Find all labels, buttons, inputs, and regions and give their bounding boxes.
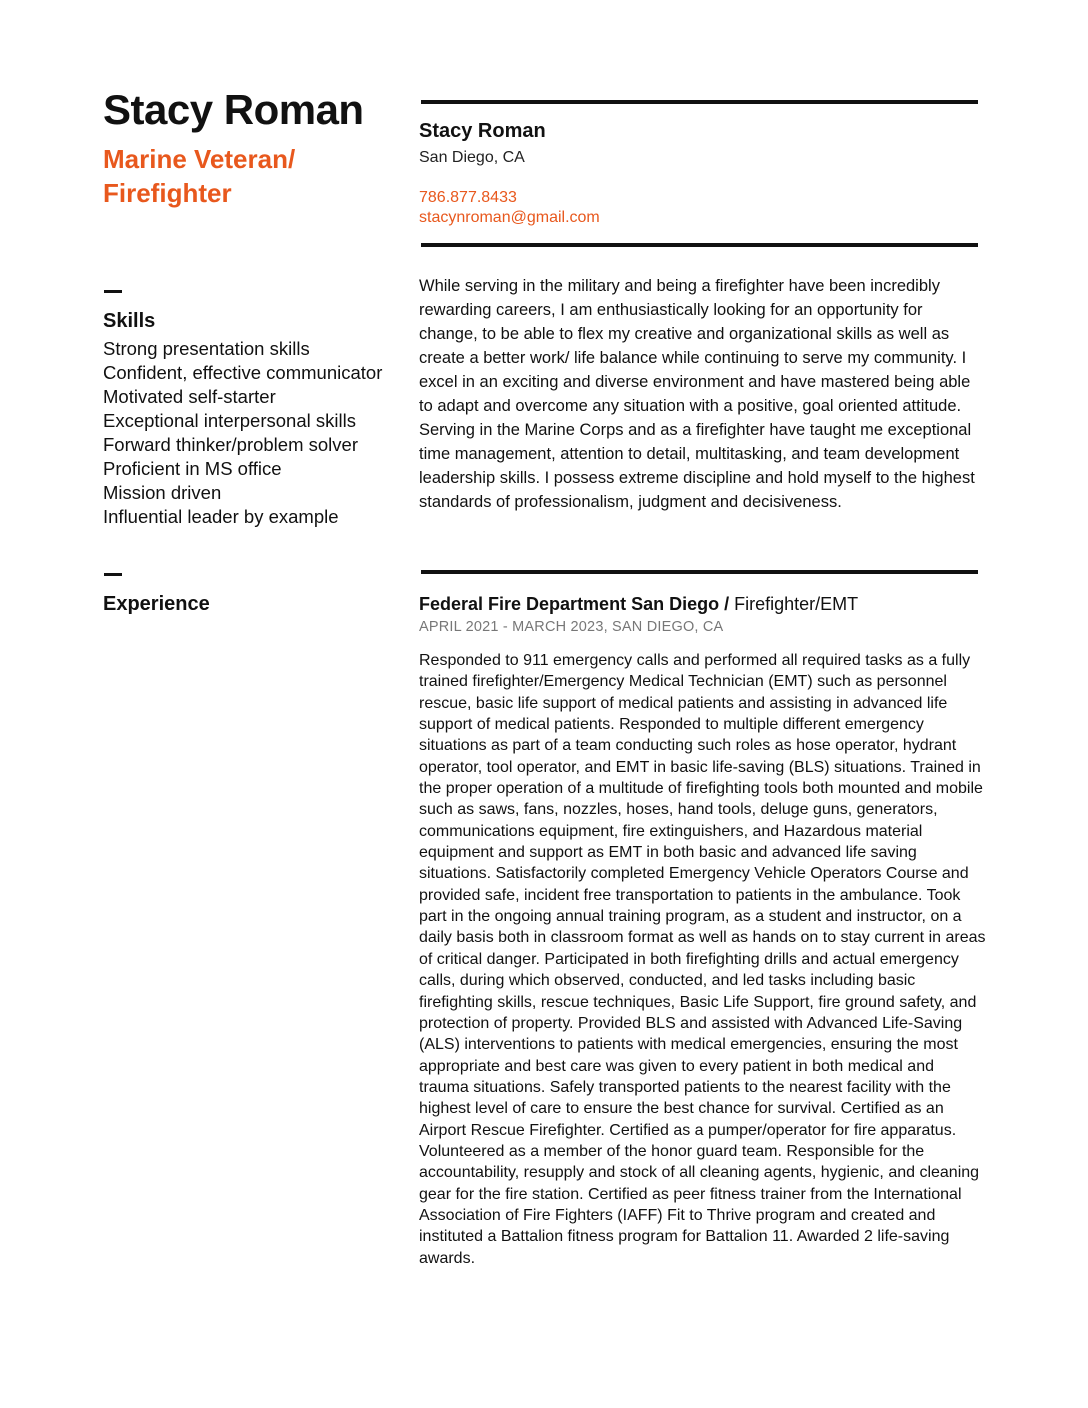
job-title: Firefighter/EMT: [734, 594, 859, 614]
skill-item: Confident, effective communicator: [103, 362, 383, 383]
skills-list: [103, 337, 382, 529]
contact-phone[interactable]: 786.877.8433: [419, 189, 517, 206]
job-organization: Federal Fire Department San Diego /: [419, 594, 730, 614]
skill-item: Forward thinker/problem solver: [103, 434, 358, 455]
skill-item: Mission driven: [103, 482, 222, 503]
contact-divider: [421, 243, 978, 247]
skills-dash: [104, 290, 122, 293]
summary-paragraph: While serving in the military and being a firefighter have been incredibly rewarding careers, I am enthusiastically looking for an opportunity for change, to be able to flex my creative and organizational skills as well as create a better work/ life balance while continuing to serve my community. I excel in an exciting and diverse environment and have mastered being able to adapt and overcome any situation with a positive, goal oriented attitude. Serving in the Marine Corps and as a firefighter have taught me exceptional time management, attention to detail, multitasking, and team development leadership skills. I possess extreme discipline and hold myself to the highest standards of professionalism, judgment and decisiveness.: [419, 277, 975, 511]
job-dates: APRIL 2021 - MARCH 2023, SAN DIEGO, CA: [419, 619, 724, 635]
job-description: Responded to 911 emergency calls and performed all required tasks as a fully trained firefighter/Emergency Medical Technician (EMT) such as personnel rescue, basic life support of medical patients and assisting in advanced life support of medical patients. Responded to multiple different emergency situations as part of a team conducting such roles as hose operator, hydrant operator, tool operator, and EMT in basic life-saving (BLS) situations. Trained in the proper operation of a multitude of firefighting tools both mounted and mobile such as saws, fans, nozzles, hoses, hand tools, deluge guns, generators, communications equipment, fire extinguishers, and Hazardous material equipment and support as EMT in both basic and advanced life saving situations. Satisfactorily completed Emergency Vehicle Operators Course and provided safe, incident free transportation to patients in the ambulance. Took part in the ongoing annual training program, as a student and instructor, on a daily basis both in classroom format as well as hands on to stay current in areas of critical danger. Participated in both firefighting drills and actual emergency calls, during which observed, conducted, and led tasks including basic firefighting skills, rescue techniques, Basic Life Support, fire ground safety, and protection of property. Provided BLS and assisted with Advanced Life-Saving (ALS) interventions to patients with medical emergencies, ensuring the most appropriate and best care was given to every patient in both medical and trauma situations. Safely transported patients to the nearest facility with the highest level of care to ensure the best chance for survival. Certified as an Airport Rescue Firefighter. Certified as a pumper/operator for fire apparatus. Volunteered as a member of the honor guard team. Responsible for the accountability, resupply and stock of all cleaning agents, hygienic, and cleaning gear for the fire station. Certified as peer fitness trainer from the International Association of Fire Fighters (IAFF) Fit to Thrive program and created and instituted a Battalion fitness program for Battalion 11. Awarded 2 life-saving awards.: [419, 652, 986, 1267]
skill-item: Strong presentation skills: [103, 338, 310, 359]
skill-item: Proficient in MS office: [103, 458, 282, 479]
contact-location: San Diego, CA: [419, 149, 525, 166]
experience-dash: [104, 573, 122, 576]
resume-name: Stacy Roman: [103, 86, 364, 133]
skill-item: Exceptional interpersonal skills: [103, 410, 356, 431]
skills-heading: Skills: [103, 310, 156, 332]
contact-name: Stacy Roman: [419, 120, 546, 142]
top-divider: [421, 100, 978, 104]
skill-item: Influential leader by example: [103, 506, 339, 527]
job-header: [419, 594, 858, 615]
experience-heading: Experience: [103, 593, 210, 615]
skill-item: Motivated self-starter: [103, 386, 276, 407]
contact-email[interactable]: stacynroman@gmail.com: [419, 209, 600, 226]
resume-role: Marine Veteran/ Firefighter: [103, 144, 296, 208]
experience-divider: [421, 570, 978, 574]
